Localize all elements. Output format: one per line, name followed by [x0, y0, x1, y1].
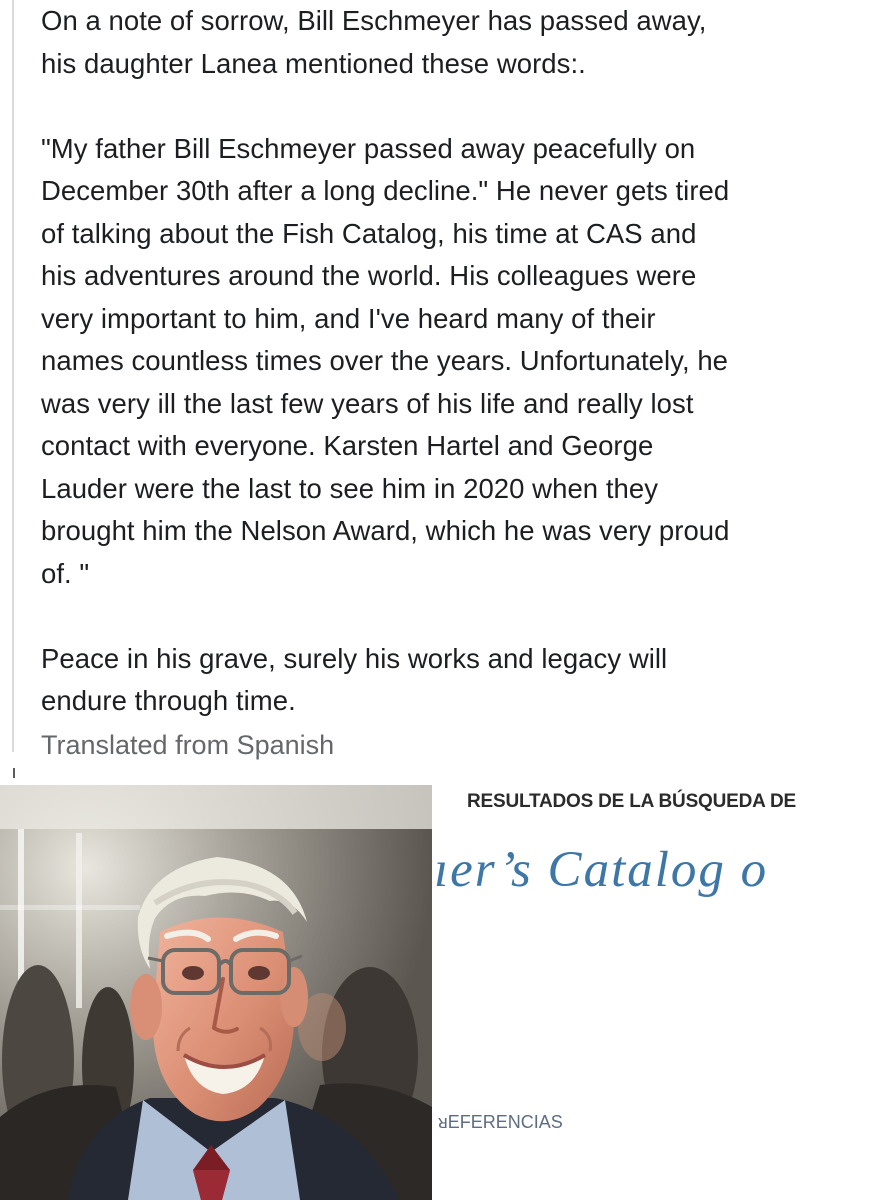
- left-divider: [12, 0, 14, 752]
- left-mark: [13, 768, 15, 778]
- quote-line: names countless times over the years. Unfortunately, he: [41, 345, 729, 376]
- search-results-heading: RESULTADOS DE LA BÚSQUEDA DE: [467, 791, 797, 812]
- closing-line: endure through time.: [41, 685, 296, 716]
- quote-line: December 30th after a long decline." He never gets tired: [41, 175, 730, 206]
- post-intro-line: his daughter Lanea mentioned these words:.: [41, 47, 586, 79]
- quote-line: very important to him, and I've heard many of their: [41, 302, 656, 334]
- closing-line: Peace in his grave, surely his works and legacy will: [41, 642, 668, 674]
- post-body: [41, 0, 861, 723]
- quote-line: Lauder were the last to see him in 2020 when they: [41, 472, 658, 504]
- portrait-photo: [0, 785, 432, 1200]
- quote-line: of talking about the Fish Catalog, his time at CAS and: [41, 217, 697, 249]
- portrait-illustration: [0, 785, 432, 1200]
- quote-line: brought him the Nelson Award, which he was very proud: [41, 515, 730, 546]
- references-link[interactable]: ᴚEFERENCIAS: [438, 1112, 563, 1132]
- quote-line: of. ": [41, 557, 90, 589]
- paragraph-gap: [41, 85, 861, 128]
- quote-line: "My father Bill Eschmeyer passed away peacefully on: [41, 132, 696, 164]
- quote-line: was very ill the last few years of his life and really lost: [41, 387, 694, 419]
- paragraph-gap: [41, 595, 861, 638]
- translated-from-link[interactable]: Translated from Spanish: [41, 730, 335, 760]
- catalog-logo-text: ıer’s Catalog o: [434, 842, 769, 898]
- post-intro-line: On a note of sorrow, Bill Eschmeyer has passed away,: [41, 5, 707, 36]
- quote-line: his adventures around the world. His colleagues were: [41, 260, 697, 291]
- quote-line: contact with everyone. Karsten Hartel and George: [41, 430, 654, 461]
- search-results-inset: [432, 768, 871, 1200]
